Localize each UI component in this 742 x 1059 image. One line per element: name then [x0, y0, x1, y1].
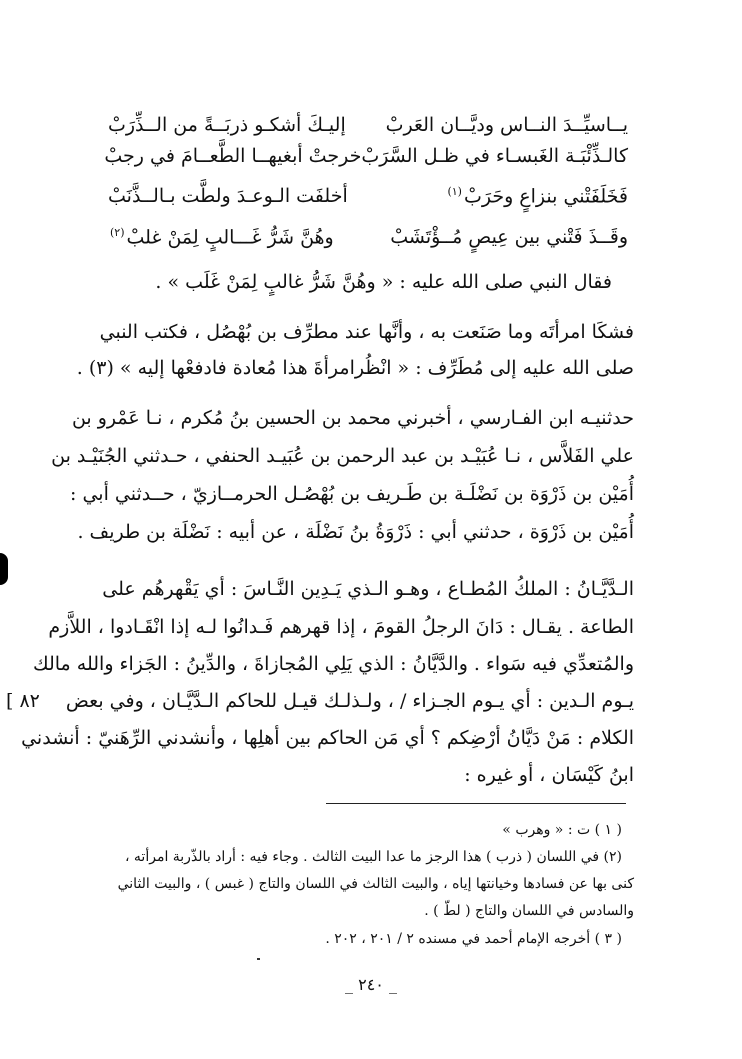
verse-right-hemistich: وقَــذَ فَتْني بين عِيصٍ مُــؤْتَشَبْ	[390, 226, 628, 248]
footnote-marker: (١)	[447, 184, 462, 198]
footnote: ( ١ ) ت : « وهرب »	[502, 822, 622, 838]
margin-page-reference	[6, 690, 40, 712]
footnote: والسادس في اللسان والتاج ( لطّ ) .	[424, 903, 634, 919]
body-line: علي الفَلاَّس ، نـا عُبَيْـد بن عبد الرحمن بن عُبَيـد الحنفي ، حـدثني الجُنَيْـد بن	[51, 445, 634, 467]
footnote: (٢) في اللسان ( ذرب ) هذا الرجز ما عدا البيت الثالث . وجاء فيه : أراد بالذّربة امرأته ،	[124, 849, 622, 865]
verse-left-hemistich: وهُنَّ شَرُّ غَـــالبٍ لِمَنْ غلبْ$^{(٢)}$	[110, 225, 334, 249]
body-line: أُمَيْن بن ذَرْوَة بن نَضْلَـة بن طَـريف بن بُهْصُـل الحرمــازيّ ، حــدثني أبي :	[70, 483, 634, 505]
body-line: الطاعة . يقـال : دَانَ الرجلُ القومَ ، إذا قهرهم فَـدانُوا لـه إذا انْقَـادوا ، اللاَّزم	[48, 616, 634, 638]
body-line: حدثنيـه ابن الفـارسي ، أخبرني محمد بن الحسين بنُ مُكرم ، نـا عَمْرو بن	[71, 407, 634, 429]
verse-right-hemistich: يــاسيِّــدَ النــاس وديَّــان العَربْ	[385, 114, 628, 136]
margin-page-number: ٨٢	[19, 690, 40, 712]
footnote-marker: (٢)	[110, 225, 125, 239]
body-line: صلى الله عليه إلى مُطَرِّف : « انْظُرامرأةَ هذا مُعادة فادفعْها إليه » (٣) .	[76, 357, 634, 379]
body-line: الـدَّيَّـانُ : الملكُ المُطـاع ، وهـو الـذي يَـدِين النَّـاسَ : أي يَقْهرهُم على	[102, 578, 634, 600]
verse-line	[108, 181, 628, 211]
scan-edge-mark	[0, 553, 8, 585]
verse-line	[108, 222, 628, 252]
body-line: يـوم الـدين : أي يـوم الجـزاء / ، ولـذلـك قيـل للحاكم الـدَّيَّـان ، وفي بعض	[65, 690, 634, 712]
verse-left-hemistich: إليـكَ أشكـو ذربَــةً من الــذِّرَبْ	[108, 114, 346, 136]
body-line: فشكَا امرأتَه وما صَنَعت به ، وأنَّها عند مطرِّف بن بُهْصُل ، فكتب النبي	[99, 321, 634, 343]
verse-right-hemistich: فَخَلَفَتْني بنزاعٍ وحَرَبْ$^{(١)}$	[447, 184, 628, 208]
page-number: _ ٢٤٠ _	[345, 975, 397, 994]
verse-left-hemistich: أخلفَت الـوعـدَ ولطَّت بـالــذَّنَبْ	[108, 185, 348, 207]
body-line: الكلام : مَنْ دَيَّانُ أرْضِكم ؟ أي مَن الحاكم بين أهلِها ، وأنشدني الرِّهَنيّ : أنشدني	[21, 727, 634, 749]
footnote: ( ٣ ) أخرجه الإمام أحمد في مسنده ٢ / ٢٠١ ، ٢٠٢ .	[325, 931, 622, 947]
verse-line	[104, 141, 628, 171]
body-line: والمُتعدِّي فيه سَواء . والدَّيَّانُ : الذي يَلِي المُجازاةَ ، والدِّينُ : الجَزاء والله مالك	[32, 653, 634, 675]
body-line: أُمَيْن بن ذَرْوَة ، حدثني أبي : ذَرْوَةُ بنُ نَضْلَة ، عن أبيه : نَضْلَة بن طريف .	[77, 521, 634, 543]
verse-left-hemistich: خرجتْ أبغيهــا الطَّعــامَ في رجبْ	[104, 145, 362, 167]
footnote: كنى بها عن فسادها وخيانتها إياه ، والبيت الثالث في اللسان والتاج ( غبس ) ، والبيت الثاني	[117, 876, 634, 892]
verse-right-hemistich: كالـذِّئْبَـة الغَبسـاء في ظـل السَّرَبْ	[361, 145, 628, 167]
body-line: فقال النبي صلى الله عليه : « وهُنَّ شَرُّ غالبٍ لِمَنْ غَلَب » .	[155, 271, 612, 293]
footnote-separator	[326, 803, 626, 804]
verse-line	[108, 110, 628, 140]
body-line: ابنُ كَيْسَان ، أو غيره :	[464, 764, 634, 786]
scan-speck	[257, 958, 260, 960]
margin-bracket: ]	[6, 690, 14, 712]
